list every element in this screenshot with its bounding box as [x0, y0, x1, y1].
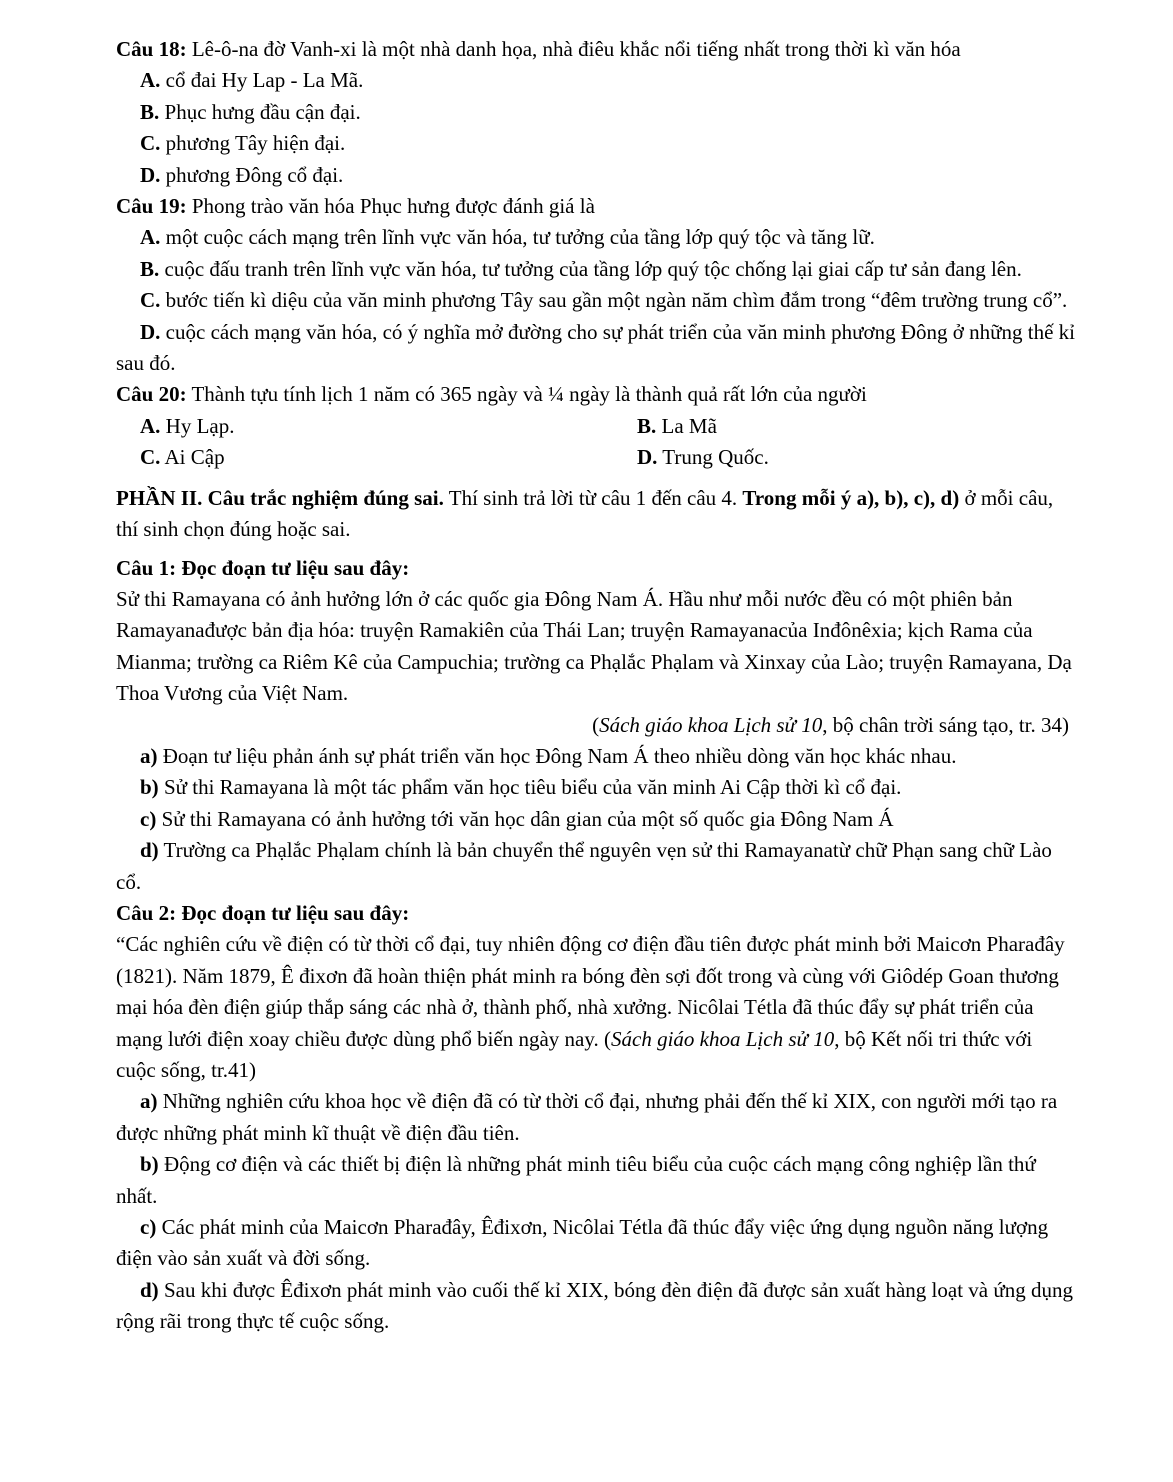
- item-text: Những nghiên cứu khoa học về điện đã có từ thời cổ đại, nhưng phải đến thế kỉ XIX, con người mới tạo ra được những phát minh kĩ thuật về điện đầu tiên.: [116, 1089, 1058, 1145]
- option-key: A.: [140, 225, 161, 250]
- item-text: Đoạn tư liệu phản ánh sự phát triển văn học Đông Nam Á theo nhiều dòng văn học khác nhau.: [157, 743, 957, 768]
- question-20-label: Câu 20:: [116, 382, 187, 407]
- item-key: b): [140, 1152, 159, 1177]
- option-key: A.: [140, 68, 161, 93]
- option-key: C.: [140, 131, 161, 156]
- source-title: Sách giáo khoa Lịch sử 10: [611, 1026, 835, 1051]
- q19-option-a: [116, 222, 1075, 253]
- q20-options: [116, 411, 1075, 474]
- c1-item-a: [116, 741, 1075, 772]
- part-2-emphasis: Trong mỗi ý a), b), c), d): [742, 485, 960, 510]
- part-2-text: Thí sinh trả lời từ câu 1 đến câu 4.: [443, 485, 743, 510]
- question-18-text: Lê-ô-na đờ Vanh-xi là một nhà danh họa, nhà điêu khắc nổi tiếng nhất trong thời kì văn hóa: [186, 37, 961, 61]
- q20-option-b: [637, 411, 1075, 442]
- option-key: A.: [140, 413, 161, 438]
- q18-option-d: [116, 160, 1075, 191]
- c2-passage: [116, 929, 1075, 1086]
- question-18: [116, 34, 1075, 65]
- part-2-text: ở mỗi câu, thí sinh chọn đúng hoặc sai.: [116, 485, 1054, 542]
- option-key: B.: [637, 413, 657, 438]
- item-key: c): [140, 1215, 157, 1240]
- spacer: [116, 546, 1075, 553]
- question-20-text: Thành tựu tính lịch 1 năm có 365 ngày và ¼ ngày là thành quả rất lớn của người: [186, 382, 867, 407]
- question-19-label: Câu 19:: [116, 194, 187, 219]
- c1-source: [116, 710, 1075, 741]
- option-text: phương Đông cổ đại.: [160, 162, 344, 187]
- item-key: d): [140, 838, 159, 863]
- item-key: d): [140, 1277, 159, 1302]
- option-text: Trung Quốc.: [657, 445, 769, 470]
- option-key: B.: [140, 256, 160, 281]
- q18-option-b: [116, 97, 1075, 128]
- item-text: Sau khi được Êđixơn phát minh vào cuối thế kỉ XIX, bóng đèn điện đã được sản xuất hàng loạt và ứng dụng rộng rãi trong thực tế cuộc sống.: [116, 1277, 1073, 1334]
- item-key: a): [140, 1089, 158, 1114]
- c2-item-d: [116, 1275, 1075, 1338]
- option-key: D.: [140, 162, 161, 187]
- item-key: a): [140, 743, 158, 768]
- option-text: một cuộc cách mạng trên lĩnh vực văn hóa, tư tưởng của tầng lớp quý tộc và tăng lữ.: [160, 225, 875, 250]
- option-text: phương Tây hiện đại.: [160, 131, 346, 156]
- q18-option-a: [116, 65, 1075, 96]
- item-text: Các phát minh của Maicơn Pharađây, Êđixơn, Nicôlai Tétla đã thúc đẩy việc ứng dụng nguồn năng lượng điện vào sản xuất và đời sống.: [116, 1215, 1049, 1271]
- c2-passage-text: “Các nghiên cứu về điện có từ thời cổ đại, tuy nhiên động cơ điện đầu tiên được phát minh bởi Maicơn Pharađây (1821). Năm 1879, Ê đixơn đã hoàn thiện phát minh ra bóng đèn sợi đốt trong và cùng với Giôdép Goan thương mại hóa đèn điện giúp thắp sáng các nhà ở, thành phố, nhà xưởng. Nicôlai Tétla đã thúc đẩy sự phát triển của mạng lưới điện xoay chiều được dùng phổ biến ngày nay.: [116, 932, 1065, 1051]
- c2-item-b: [116, 1149, 1075, 1212]
- option-key: D.: [140, 319, 161, 344]
- option-text: cuộc cách mạng văn hóa, có ý nghĩa mở đường cho sự phát triển của văn minh phương Đông ở những thế kỉ sau đó.: [116, 319, 1075, 376]
- question-20: [116, 379, 1075, 410]
- item-key: b): [140, 775, 159, 800]
- c1-item-d: [116, 835, 1075, 898]
- option-key: D.: [637, 445, 658, 470]
- option-text: Hy Lạp.: [160, 413, 235, 438]
- c2-label: [116, 898, 1075, 929]
- spacer: [116, 474, 1075, 483]
- c2-item-c: [116, 1212, 1075, 1275]
- source-bracket: (: [598, 1026, 612, 1051]
- q20-option-d: [637, 442, 1075, 473]
- source-bracket: (: [592, 712, 600, 737]
- c1-passage: Sử thi Ramayana có ảnh hưởng lớn ở các quốc gia Đông Nam Á. Hầu như mỗi nước đều có một phiên bản Ramayanađược bản địa hóa: truyện Ramakiên của Thái Lan; truyện Ramayanacủa Inđônêxia; kịch Rama của Mianma; trường ca Riêm Kê của Campuchia; trường ca Phạlắc Phạlam và Xinxay của Lào; truyện Ramayana, Dạ Thoa Vương của Việt Nam.: [116, 586, 1072, 706]
- option-text: Phục hưng đầu cận đại.: [159, 99, 361, 124]
- q20-option-a: [140, 411, 637, 442]
- option-key: B.: [140, 99, 160, 124]
- c1-item-c: [116, 804, 1075, 835]
- question-19-text: Phong trào văn hóa Phục hưng được đánh giá là: [186, 194, 595, 219]
- option-key: C.: [140, 445, 161, 470]
- c2-heading: Câu 2: Đọc đoạn tư liệu sau đây:: [116, 900, 410, 925]
- item-text: Sử thi Ramayana có ảnh hưởng tới văn học dân gian của một số quốc gia Đông Nam Á: [156, 806, 894, 831]
- option-text: cổ đai Hy Lap - La Mã.: [160, 68, 364, 93]
- q20-option-c: [140, 442, 637, 473]
- option-text: Ai Cập: [160, 445, 225, 470]
- option-text: cuộc đấu tranh trên lĩnh vực văn hóa, tư tưởng của tầng lớp quý tộc chống lại giai cấp tư sản đang lên.: [159, 256, 1022, 281]
- item-text: Sử thi Ramayana là một tác phẩm văn học tiêu biểu của văn minh Ai Cập thời kì cổ đại.: [158, 775, 902, 800]
- item-key: c): [140, 806, 157, 831]
- c2-item-a: [116, 1086, 1075, 1149]
- q19-option-d: [116, 317, 1075, 380]
- option-key: C.: [140, 288, 161, 313]
- part-2-title: PHẦN II. Câu trắc nghiệm đúng sai.: [116, 485, 444, 510]
- q19-option-b: [116, 254, 1075, 285]
- q18-option-c: [116, 128, 1075, 159]
- item-text: Động cơ điện và các thiết bị điện là những phát minh tiêu biểu của cuộc cách mạng công nghiệp lần thứ nhất.: [116, 1152, 1036, 1208]
- question-19: [116, 191, 1075, 222]
- c1-heading: Câu 1: Đọc đoạn tư liệu sau đây:: [116, 555, 410, 580]
- source-rest: , bộ Kết nối tri thức với cuộc sống, tr.41): [116, 1026, 1033, 1082]
- source-title: Sách giáo khoa Lịch sử 10: [599, 712, 823, 737]
- q19-option-c: [116, 285, 1075, 316]
- question-18-label: Câu 18:: [116, 37, 187, 61]
- part-2-heading: [116, 483, 1075, 546]
- option-text: La Mã: [656, 413, 717, 438]
- source-rest: , bộ chân trời sáng tạo, tr. 34): [822, 712, 1069, 737]
- item-text: Trường ca Phạlắc Phạlam chính là bản chuyển thể nguyên vẹn sử thi Ramayanatừ chữ Phạn sang chữ Lào cổ.: [116, 838, 1052, 894]
- c1-item-b: [116, 772, 1075, 803]
- option-text: bước tiến kì diệu của văn minh phương Tây sau gần một ngàn năm chìm đắm trong “đêm trường trung cổ”.: [160, 288, 1068, 313]
- c1-label: [116, 553, 1075, 584]
